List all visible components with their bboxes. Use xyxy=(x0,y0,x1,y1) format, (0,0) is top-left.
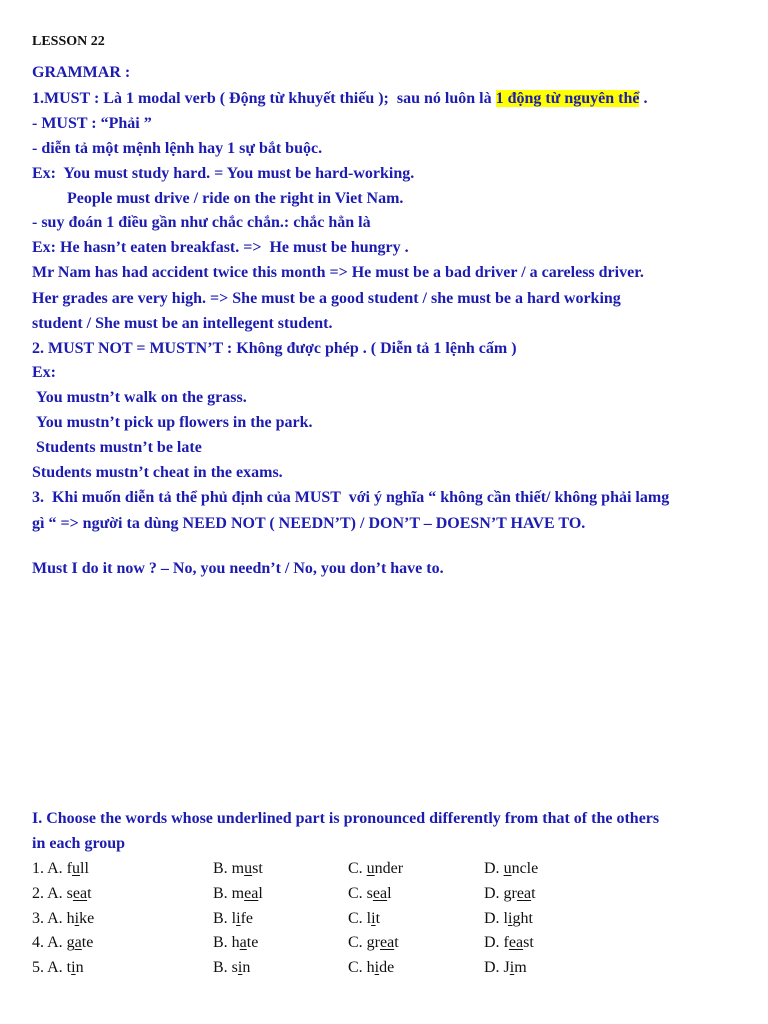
option-d: D. feast xyxy=(484,934,534,951)
must-definition-suffix: . xyxy=(639,90,648,107)
must-example-1: Ex: You must study hard. = You must be hard-working. xyxy=(32,165,415,182)
option-b: B. hate xyxy=(213,934,259,951)
must-example-5-line2: student / She must be an intellegent student. xyxy=(32,315,333,332)
option-c: C. lit xyxy=(348,910,381,927)
option-d: D. great xyxy=(484,885,536,902)
option-a: 2. A. seat xyxy=(32,885,92,902)
option-b: B. meal xyxy=(213,885,263,902)
must-example-4: Mr Nam has had accident twice this month => He must be a bad driver / a careless driver. xyxy=(32,264,644,281)
exercise-instruction-line2: in each group xyxy=(32,835,126,852)
must-definition-prefix: 1.MUST : Là 1 modal verb ( Động từ khuyết thiếu ); sau nó luôn là xyxy=(32,90,496,107)
option-c: C. hide xyxy=(348,959,395,976)
negative-must-example: Must I do it now ? – No, you needn’t / No, you don’t have to. xyxy=(32,560,444,577)
must-example-3: Ex: He hasn’t eaten breakfast. => He must be hungry . xyxy=(32,239,409,256)
option-a: 3. A. hike xyxy=(32,910,95,927)
mustnot-example-1: You mustn’t walk on the grass. xyxy=(36,389,247,406)
option-b: B. life xyxy=(213,910,254,927)
mustnot-example-label: Ex: xyxy=(32,364,56,381)
option-c: C. great xyxy=(348,934,399,951)
must-use-obligation: - diễn tả một mệnh lệnh hay 1 sự bắt buộc. xyxy=(32,140,323,157)
option-b: B. sin xyxy=(213,959,251,976)
highlighted-text: 1 động từ nguyên thể xyxy=(495,90,640,107)
option-d: D. light xyxy=(484,910,533,927)
option-d: D. Jim xyxy=(484,959,527,976)
option-d: D. uncle xyxy=(484,860,539,877)
negative-must-line1: 3. Khi muốn diễn tả thể phủ định của MUST với ý nghĩa “ không cần thiết/ không phải lamg xyxy=(32,489,670,506)
grammar-heading: GRAMMAR : xyxy=(32,64,131,81)
must-definition xyxy=(32,89,647,109)
mustnot-example-2: You mustn’t pick up flowers in the park. xyxy=(36,414,313,431)
lesson-title: LESSON 22 xyxy=(32,34,105,49)
must-use-deduction: - suy đoán 1 điều gần như chắc chắn.: chắc hẳn là xyxy=(32,214,371,231)
option-a: 5. A. tin xyxy=(32,959,84,976)
option-a: 1. A. full xyxy=(32,860,89,877)
must-example-5-line1: Her grades are very high. => She must be a good student / she must be a hard working xyxy=(32,290,621,307)
option-c: C. seal xyxy=(348,885,392,902)
option-c: C. under xyxy=(348,860,404,877)
must-meaning: - MUST : “Phải ” xyxy=(32,115,152,132)
mustnot-definition: 2. MUST NOT = MUSTN’T : Không được phép . ( Diễn tả 1 lệnh cấm ) xyxy=(32,340,517,357)
must-example-2: People must drive / ride on the right in Viet Nam. xyxy=(67,190,404,207)
negative-must-line2: gì “ => người ta dùng NEED NOT ( NEEDN’T) / DON’T – DOESN’T HAVE TO. xyxy=(32,515,586,532)
option-b: B. must xyxy=(213,860,263,877)
option-a: 4. A. gate xyxy=(32,934,94,951)
mustnot-example-3: Students mustn’t be late xyxy=(36,439,202,456)
mustnot-example-4: Students mustn’t cheat in the exams. xyxy=(32,464,283,481)
exercise-instruction-line1: I. Choose the words whose underlined part is pronounced differently from that of the others xyxy=(32,810,660,827)
